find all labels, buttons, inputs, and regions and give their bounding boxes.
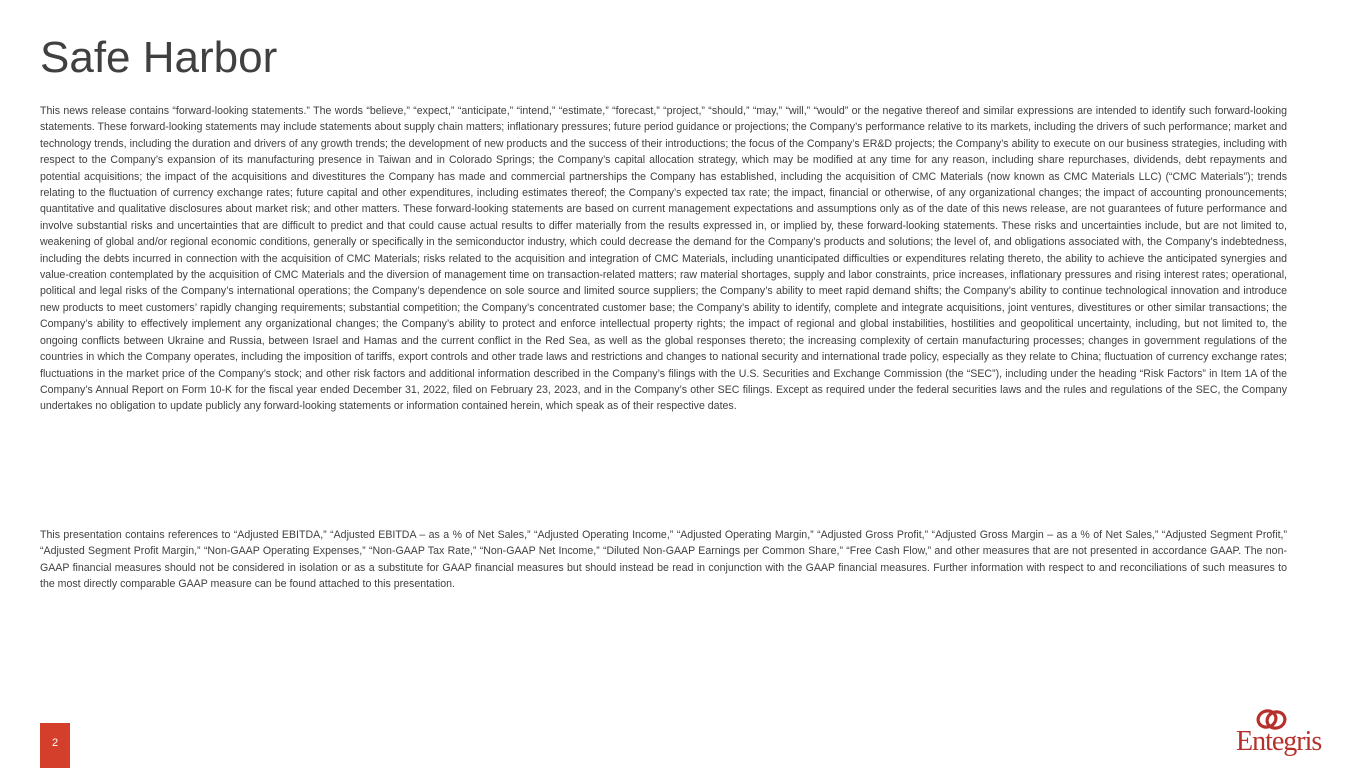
- page-number: 2: [51, 737, 59, 749]
- safe-harbor-paragraph: This news release contains “forward-looking statements.” The words “believe,” “expect,” “anticipate,” “intend,” “estimate,” “forecast,” “project,” “should,” “may,” “will,” “would” or the negative thereof and similar expressions are intended to identify such forward-looking statements. These forward-looking statements may include statements about supply chain matters; inflationary pressures; future period guidance or projections; the Company’s performance relative to its markets, including the drivers of such performance; market and technology trends, including the duration and drivers of any growth trends; the development of new products and the success of their introductions; the focus of the Company’s ER&D projects; the Company’s ability to execute on our business strategies, including with respect to the Company’s expansion of its manufacturing presence in Taiwan and in Colorado Springs; the Company’s capital allocation strategy, which may be modified at any time for any reason, including share repurchases, dividends, debt repayments and potential acquisitions; the impact of the acquisitions and divestitures the Company has made and commercial partnerships the Company has established, including the acquisition of CMC Materials (now known as CMC Materials LLC) (“CMC Materials”); trends relating to the fluctuation of currency exchange rates; future capital and other expenditures, including estimates thereof; the Company’s expected tax rate; the impact, financial or otherwise, of any organizational changes; the impact of accounting pronouncements; quantitative and qualitative disclosures about market risk; and other matters. These forward-looking statements are based on current management expectations and assumptions only as of the date of this news release, are not guarantees of future performance and involve substantial risks and uncertainties that are difficult to predict and that could cause actual results to differ materially from the results expressed in, or implied by, these forward-looking statements. These risks and uncertainties include, but are not limited to, weakening of global and/or regional economic conditions, generally or specifically in the semiconductor industry, which could decrease the demand for the Company’s products and solutions; the level of, and obligations associated with, the Company’s indebtedness, including the debts incurred in connection with the acquisition of CMC Materials; risks related to the acquisition and integration of CMC Materials, including unanticipated difficulties or expenditures relating thereto, the ability to achieve the anticipated synergies and value-creation contemplated by the acquisition of CMC Materials and the diversion of management time on transaction-related matters; raw material shortages, supply and labor constraints, price increases, inflationary pressures and rising interest rates; operational, political and legal risks of the Company’s international operations; the Company’s dependence on sole source and limited source suppliers; the Company’s ability to meet rapid demand shifts; the Company’s ability to continue technological innovation and introduce new products to meet customers’ rapidly changing requirements; substantial competition; the Company’s concentrated customer base; the Company’s ability to identify, complete and integrate acquisitions, joint ventures, divestitures or other similar transactions; the Company’s ability to effectively implement any organizational changes; the Company’s ability to protect and enforce intellectual property rights; the impact of regional and global instabilities, hostilities and geopolitical uncertainty, including, but not limited to, the ongoing conflicts between Ukraine and Russia, between Israel and Hamas and the current conflict in the Red Sea, as well as the global responses thereto; the increasing complexity of certain manufacturing processes; changes in government regulations of the countries in which the Company operates, including the imposition of tariffs, export controls and other trade laws and restrictions and changes to national security and international trade policy, especially as they relate to China; fluctuation of currency exchange rates; fluctuations in the market price of the Company’s stock; and other risk factors and additional information described in the Company’s filings with the U.S. Securities and Exchange Commission (the “SEC”), including under the heading “Risk Factors” in Item 1A of the Company’s Annual Report on Form 10-K for the fiscal year ended December 31, 2022, filed on February 23, 2023, and in the Company’s other SEC filings. Except as required under the federal securities laws and the rules and regulations of the SEC, the Company undertakes no obligation to update publicly any forward-looking statements or information contained herein, which speak as of their respective dates.: [40, 105, 1287, 413]
- slide-title: Safe Harbor: [40, 33, 278, 82]
- non-gaap-paragraph: This presentation contains references to “Adjusted EBITDA,” “Adjusted EBITDA – as a % of Net Sales,” “Adjusted Operating Income,” “Adjusted Operating Margin,” “Adjusted Gross Profit,” “Adjusted Gross Margin – as a % of Net Sales,” “Adjusted Segment Profit,” “Adjusted Segment Profit Margin,” “Non-GAAP Operating Expenses,” “Non-GAAP Tax Rate,” “Non-GAAP Net Income,” “Diluted Non-GAAP Earnings per Common Share,” “Free Cash Flow,” and other measures that are not presented in accordance GAAP. The non-GAAP financial measures should not be considered in isolation or as a substitute for GAAP financial measures but should instead be read in conjunction with the GAAP financial measures. Further information with respect to and reconciliations of such measures to the most directly comparable GAAP measure can be found attached to this presentation.: [40, 529, 1287, 591]
- entegris-logo: [1236, 704, 1330, 760]
- page-number-badge: [40, 723, 70, 768]
- logo-wordmark: Entegris: [1236, 726, 1322, 757]
